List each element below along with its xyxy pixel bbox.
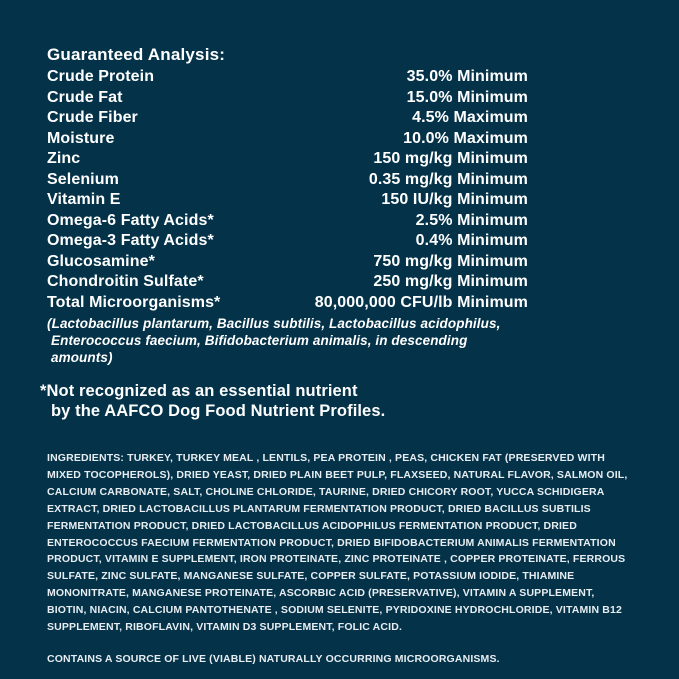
guaranteed-analysis-heading: Guaranteed Analysis: [47, 45, 226, 64]
nutrient-value: 250 mg/kg Minimum [373, 273, 528, 290]
nutrient-value: 750 mg/kg Minimum [373, 252, 528, 270]
nutrient-row-moisture [47, 129, 528, 150]
nutrient-row-vitamin-e [47, 190, 528, 211]
nutrient-value: 0.35 mg/kg Minimum [368, 170, 528, 188]
ingredients-label: INGREDIENTS: [47, 452, 125, 464]
nutrient-row-crude-fiber [47, 108, 528, 129]
microorganisms-species-note [47, 315, 528, 366]
nutrient-row-omega-3 [47, 231, 528, 252]
contains-statement: CONTAINS A SOURCE OF LIVE (VIABLE) NATURALLY OCCURRING MICROORGANISMS. [47, 652, 500, 665]
nutrient-row-crude-fat [47, 88, 528, 109]
nutrient-value: 4.5% Maximum [412, 109, 528, 126]
nutrient-label: Omega-3 Fatty Acids* [47, 232, 214, 249]
guaranteed-analysis-section [47, 44, 528, 366]
nutrient-row-crude-protein [47, 67, 528, 88]
ingredients-text: TURKEY, TURKEY MEAL , LENTILS, PEA PROTEIN , PEAS, CHICKEN FAT (PRESERVED WITH MIXED TOCOPHEROLS), DRIED YEAST, DRIED PLAIN BEET PULP, FLAXSEED, NATURAL FLAVOR, SALMON OIL, CALCIUM CARBONATE, SALT, CHOLINE CHLORIDE, TAURINE, DRIED CHICORY ROOT, YUCCA SCHIDIGERA EXTRACT, DRIED LACTOBACILLUS PLANTARUM FERMENTATION PRODUCT, DRIED BACILLUS SUBTILIS FERMENTATION PRODUCT, DRIED LACTOBACILLUS ACIDOPHILUS FERMENTATION PRODUCT, DRIED ENTEROCOCCUS FAECIUM FERMENTATION PRODUCT, DRIED BIFIDOBACTERIUM ANIMALIS FERMENTATION PRODUCT, VITAMIN E SUPPLEMENT, IRON PROTEINATE, ZINC PROTEINATE , COPPER PROTEINATE, FERROUS SULFATE, ZINC SULFATE, MANGANESE SULFATE, COPPER SULFATE, POTASSIUM IODIDE, THIAMINE MONONITRATE, MANGANESE PROTEINATE, ASCORBIC ACID (PRESERVATIVE), VITAMIN A SUPPLEMENT, BIOTIN, NIACIN, CALCIUM PANTOTHENATE , SODIUM SELENITE, PYRIDOXINE HYDROCHLORIDE, VITAMIN B12 SUPPLEMENT, RIBOFLAVIN, VITAMIN D3 SUPPLEMENT, FOLIC ACID. [47, 452, 628, 634]
microorganisms-note-line: (Lactobacillus plantarum, Bacillus subtilis, Lactobacillus acidophilus, [47, 316, 501, 331]
nutrient-label: Chondroitin Sulfate* [47, 273, 204, 290]
nutrient-value: 10.0% Maximum [403, 129, 528, 147]
nutrient-label: Crude Fat [47, 88, 123, 106]
ingredients-paragraph [47, 450, 632, 636]
nutrient-label: Crude Protein [47, 68, 155, 85]
nutrient-label: Moisture [47, 129, 115, 147]
nutrient-row-zinc [47, 149, 528, 170]
nutrient-label: Glucosamine* [47, 252, 155, 270]
nutrient-label: Vitamin E [47, 191, 121, 208]
nutrient-label: Crude Fiber [47, 109, 138, 126]
nutrient-row-omega-6 [47, 211, 528, 232]
nutrient-row-selenium [47, 170, 528, 191]
nutrient-label: Total Microorganisms* [47, 293, 221, 311]
nutrient-value: 2.5% Minimum [415, 211, 528, 229]
nutrient-value: 0.4% Minimum [415, 232, 528, 249]
aafco-footnote [40, 382, 632, 421]
nutrient-row-chondroitin [47, 272, 528, 293]
nutrient-value: 150 IU/kg Minimum [381, 191, 528, 208]
nutrient-value: 150 mg/kg Minimum [373, 150, 528, 167]
microorganisms-note-line: Enterococcus faecium, Bifidobacterium animalis, in descending amounts) [51, 333, 468, 365]
nutrient-label: Selenium [47, 170, 119, 188]
nutrient-label: Omega-6 Fatty Acids* [47, 211, 214, 229]
nutrient-row-total-microorganisms [47, 293, 528, 314]
footnote-line: *Not recognized as an essential nutrient [40, 382, 358, 400]
nutrient-label: Zinc [47, 150, 81, 167]
nutrient-value: 80,000,000 CFU/lb Minimum [314, 293, 528, 311]
footnote-line: by the AAFCO Dog Food Nutrient Profiles. [51, 401, 386, 420]
nutrient-value: 35.0% Minimum [406, 68, 528, 85]
nutrient-row-glucosamine [47, 252, 528, 273]
nutrient-value: 15.0% Minimum [406, 88, 528, 106]
